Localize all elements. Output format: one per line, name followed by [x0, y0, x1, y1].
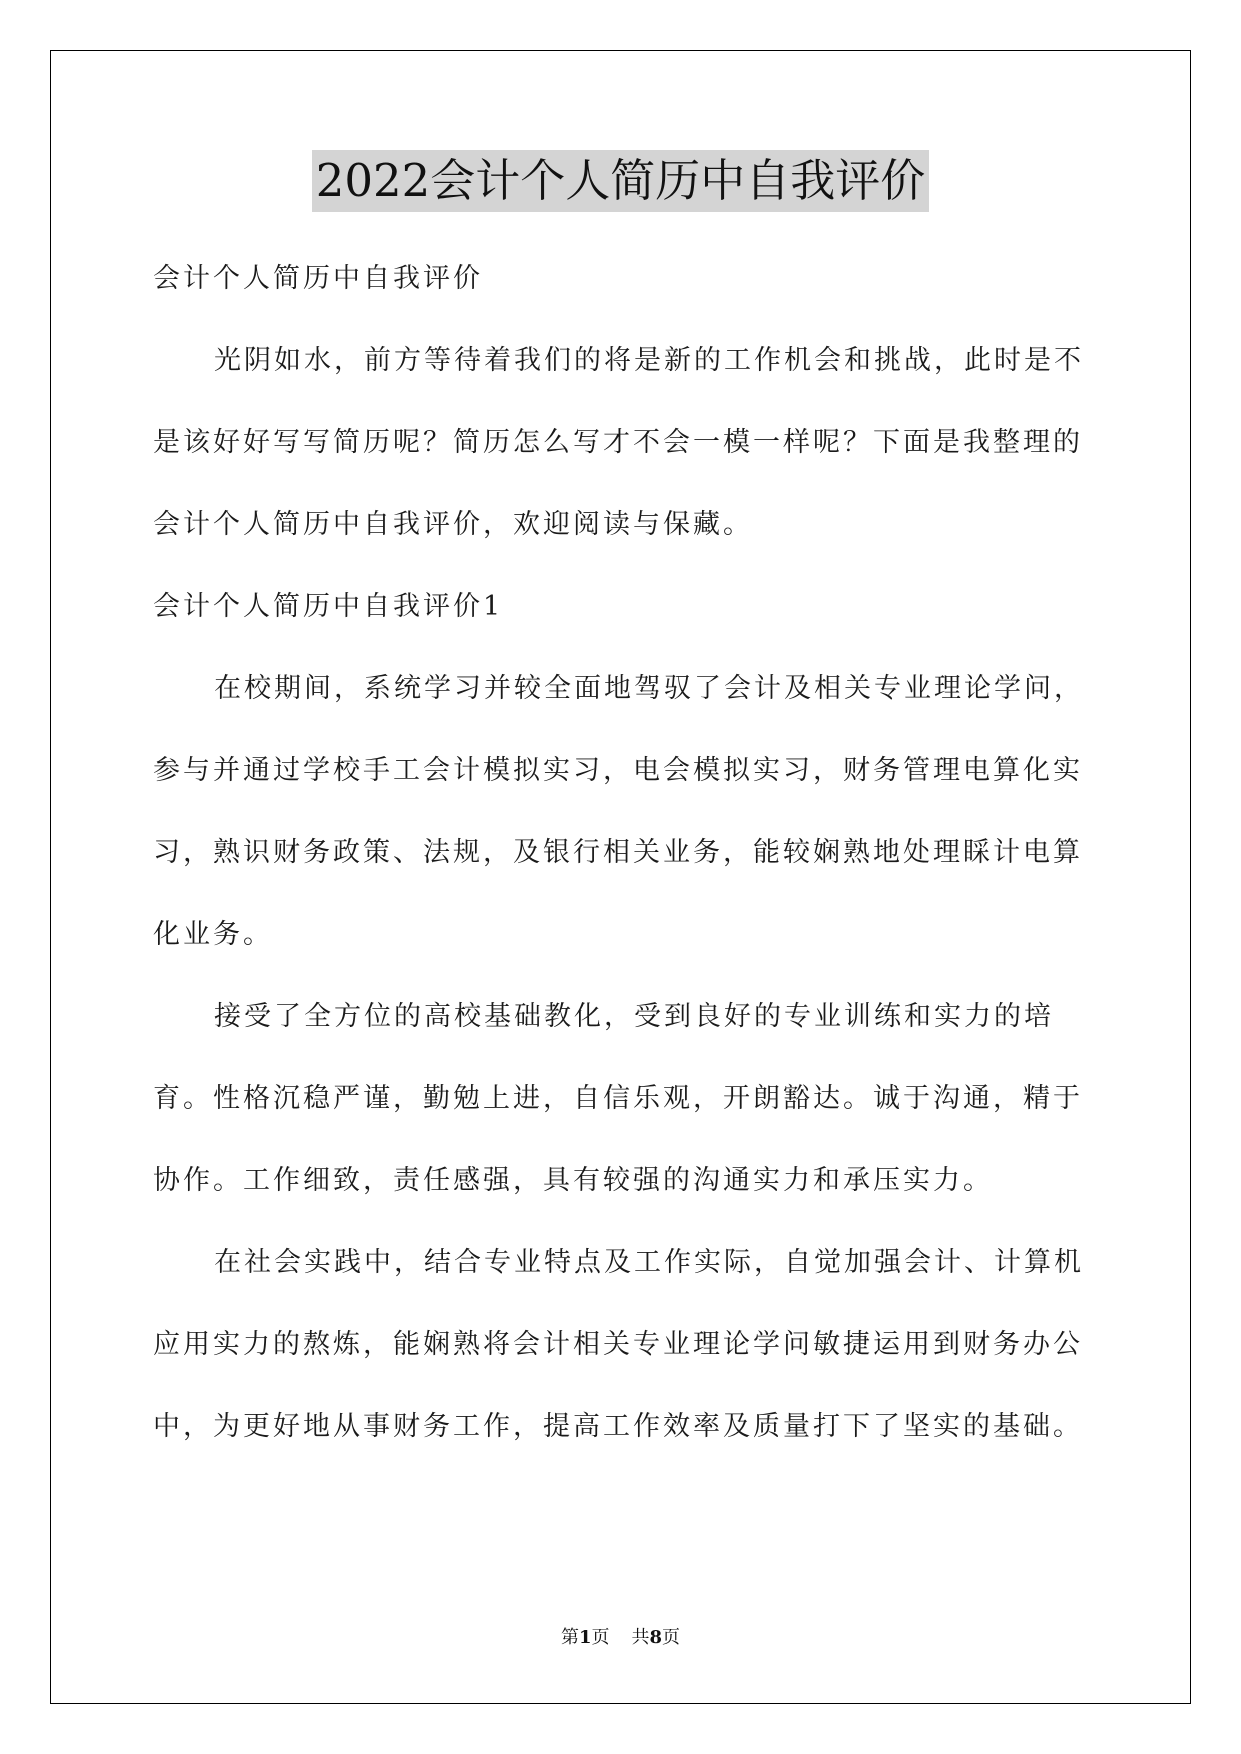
body-paragraph: 接受了全方位的高校基础教化，受到良好的专业训练和实力的培育。性格沉稳严谨，勤勉上进，自信乐观，开朗豁达。诚于沟通，精于协作。工作细致，责任感强，具有较强的沟通实力和承压实力。 — [153, 1001, 1083, 1196]
section-heading: 会计个人简历中自我评价1 — [153, 591, 504, 622]
document-title: 2022会计个人简历中自我评价 — [312, 150, 930, 212]
section-heading: 会计个人简历中自我评价 — [153, 263, 483, 294]
body-paragraph: 在校期间，系统学习并较全面地驾驭了会计及相关专业理论学问，参与并通过学校手工会计模拟实习，电会模拟实习，财务管理电算化实习，熟识财务政策、法规，及银行相关业务，能较娴熟地处理睬计电算化业务。 — [153, 673, 1084, 950]
page-number: 1 — [578, 1627, 592, 1648]
title-container — [0, 150, 1241, 212]
total-prefix: 共 — [631, 1627, 650, 1648]
total-suffix: 页 — [662, 1627, 681, 1648]
page-footer — [0, 1626, 1241, 1650]
page-prefix: 第 — [560, 1627, 579, 1648]
page-total: 8 — [649, 1627, 663, 1648]
page-suffix: 页 — [591, 1627, 610, 1648]
body-paragraph: 光阴如水，前方等待着我们的将是新的工作机会和挑战，此时是不是该好好写写简历呢？简历怎么写才不会一模一样呢？下面是我整理的会计个人简历中自我评价，欢迎阅读与保藏。 — [153, 345, 1084, 540]
document-body — [153, 238, 1093, 1468]
body-paragraph: 在社会实践中，结合专业特点及工作实际，自觉加强会计、计算机应用实力的熬炼，能娴熟将会计相关专业理论学问敏捷运用到财务办公中，为更好地从事财务工作，提高工作效率及质量打下了坚实的基础。 — [153, 1247, 1084, 1442]
